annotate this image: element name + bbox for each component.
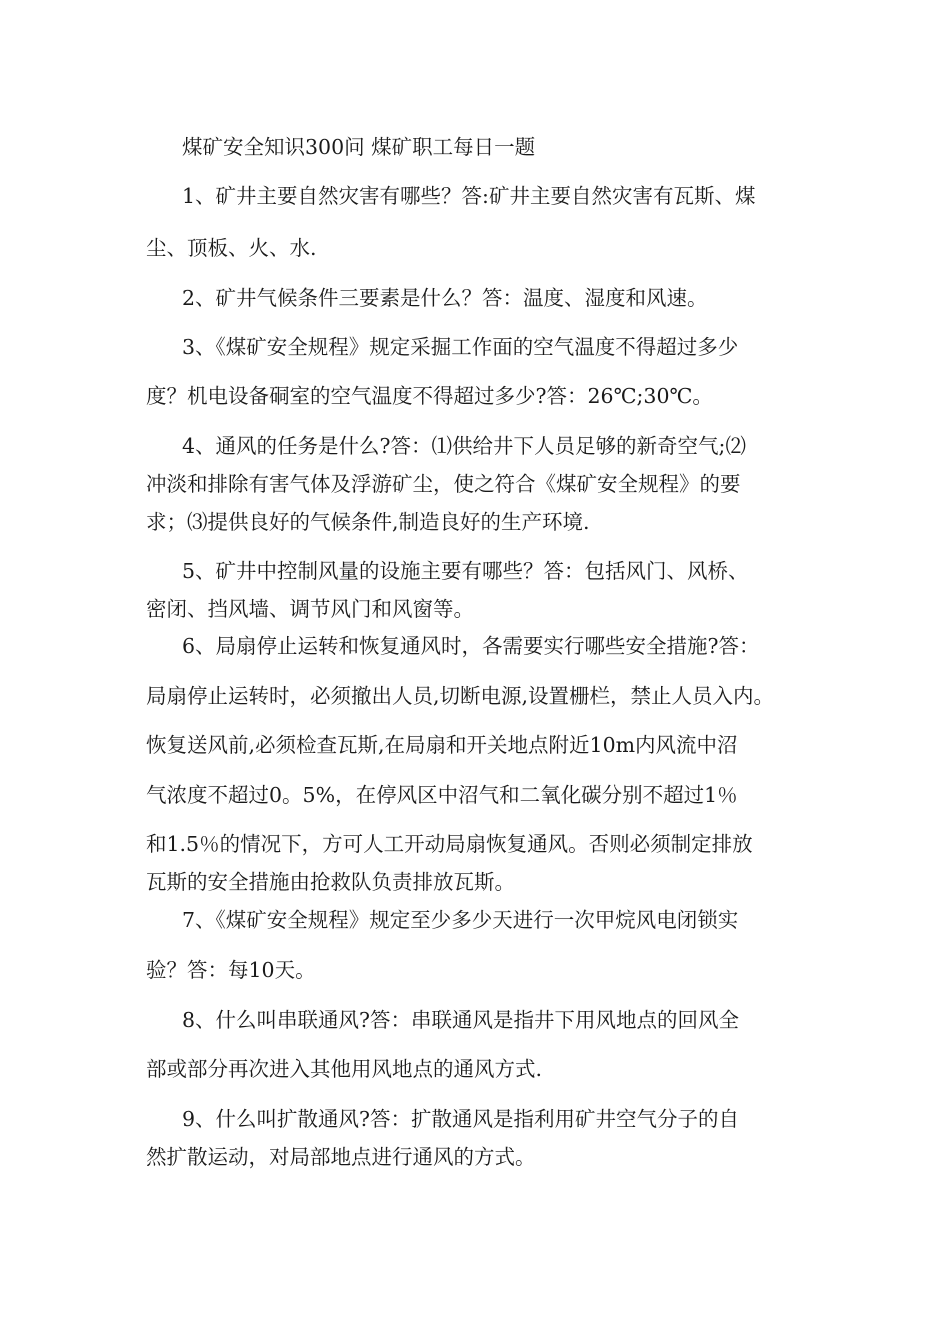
text-line: 尘、顶板、火、水. <box>146 236 317 260</box>
text-line: 部或部分再次进入其他用风地点的通风方式. <box>146 1057 543 1081</box>
text-line: 7、《煤矿安全规程》规定至少多少天进行一次甲烷风电闭锁实 <box>182 908 739 932</box>
text-line: 6、局扇停止运转和恢复通风时，各需要实行哪些安全措施?答： <box>182 634 760 658</box>
text-line: 求；⑶提供良好的气候条件,制造良好的生产环境. <box>146 510 590 534</box>
text-line: 然扩散运动，对局部地点进行通风的方式。 <box>146 1145 536 1169</box>
text-line: 3、《煤矿安全规程》规定采掘工作面的空气温度不得超过多少 <box>182 335 739 359</box>
text-line: 恢复送风前,必须检查瓦斯,在局扇和开关地点附近10m内风流中沼 <box>146 733 738 757</box>
text-line: 冲淡和排除有害气体及浮游矿尘，使之符合《煤矿安全规程》的要 <box>146 472 741 496</box>
text-line: 局扇停止运转时，必须撤出人员,切断电源,设置栅栏，禁止人员入内。 <box>146 684 775 708</box>
text-line: 瓦斯的安全措施由抢救队负责排放瓦斯。 <box>146 870 515 894</box>
text-line: 5、矿井中控制风量的设施主要有哪些？答：包括风门、风桥、 <box>182 559 749 583</box>
text-line: 和1.5％的情况下，方可人工开动局扇恢复通风。否则必须制定排放 <box>146 832 753 856</box>
text-line: 8、什么叫串联通风?答：串联通风是指井下用风地点的回风全 <box>182 1008 740 1032</box>
document-title: 煤矿安全知识300问 煤矿职工每日一题 <box>182 135 536 159</box>
text-line: 度？机电设备硐室的空气温度不得超过多少?答：26℃;30℃。 <box>146 384 713 408</box>
text-line: 9、什么叫扩散通风?答：扩散通风是指利用矿井空气分子的自 <box>182 1107 740 1131</box>
text-line: 密闭、挡风墙、调节风门和风窗等。 <box>146 597 474 621</box>
text-line: 气浓度不超过0。5%，在停风区中沼气和二氧化碳分别不超过1％ <box>146 783 738 807</box>
text-line: 验？答：每10天。 <box>146 958 316 982</box>
text-line: 1、矿井主要自然灾害有哪些？答:矿井主要自然灾害有瓦斯、煤 <box>182 184 756 208</box>
text-line: 2、矿井气候条件三要素是什么？答：温度、湿度和风速。 <box>182 286 708 310</box>
text-line: 4、通风的任务是什么?答：⑴供给井下人员足够的新奇空气;⑵ <box>182 434 746 458</box>
